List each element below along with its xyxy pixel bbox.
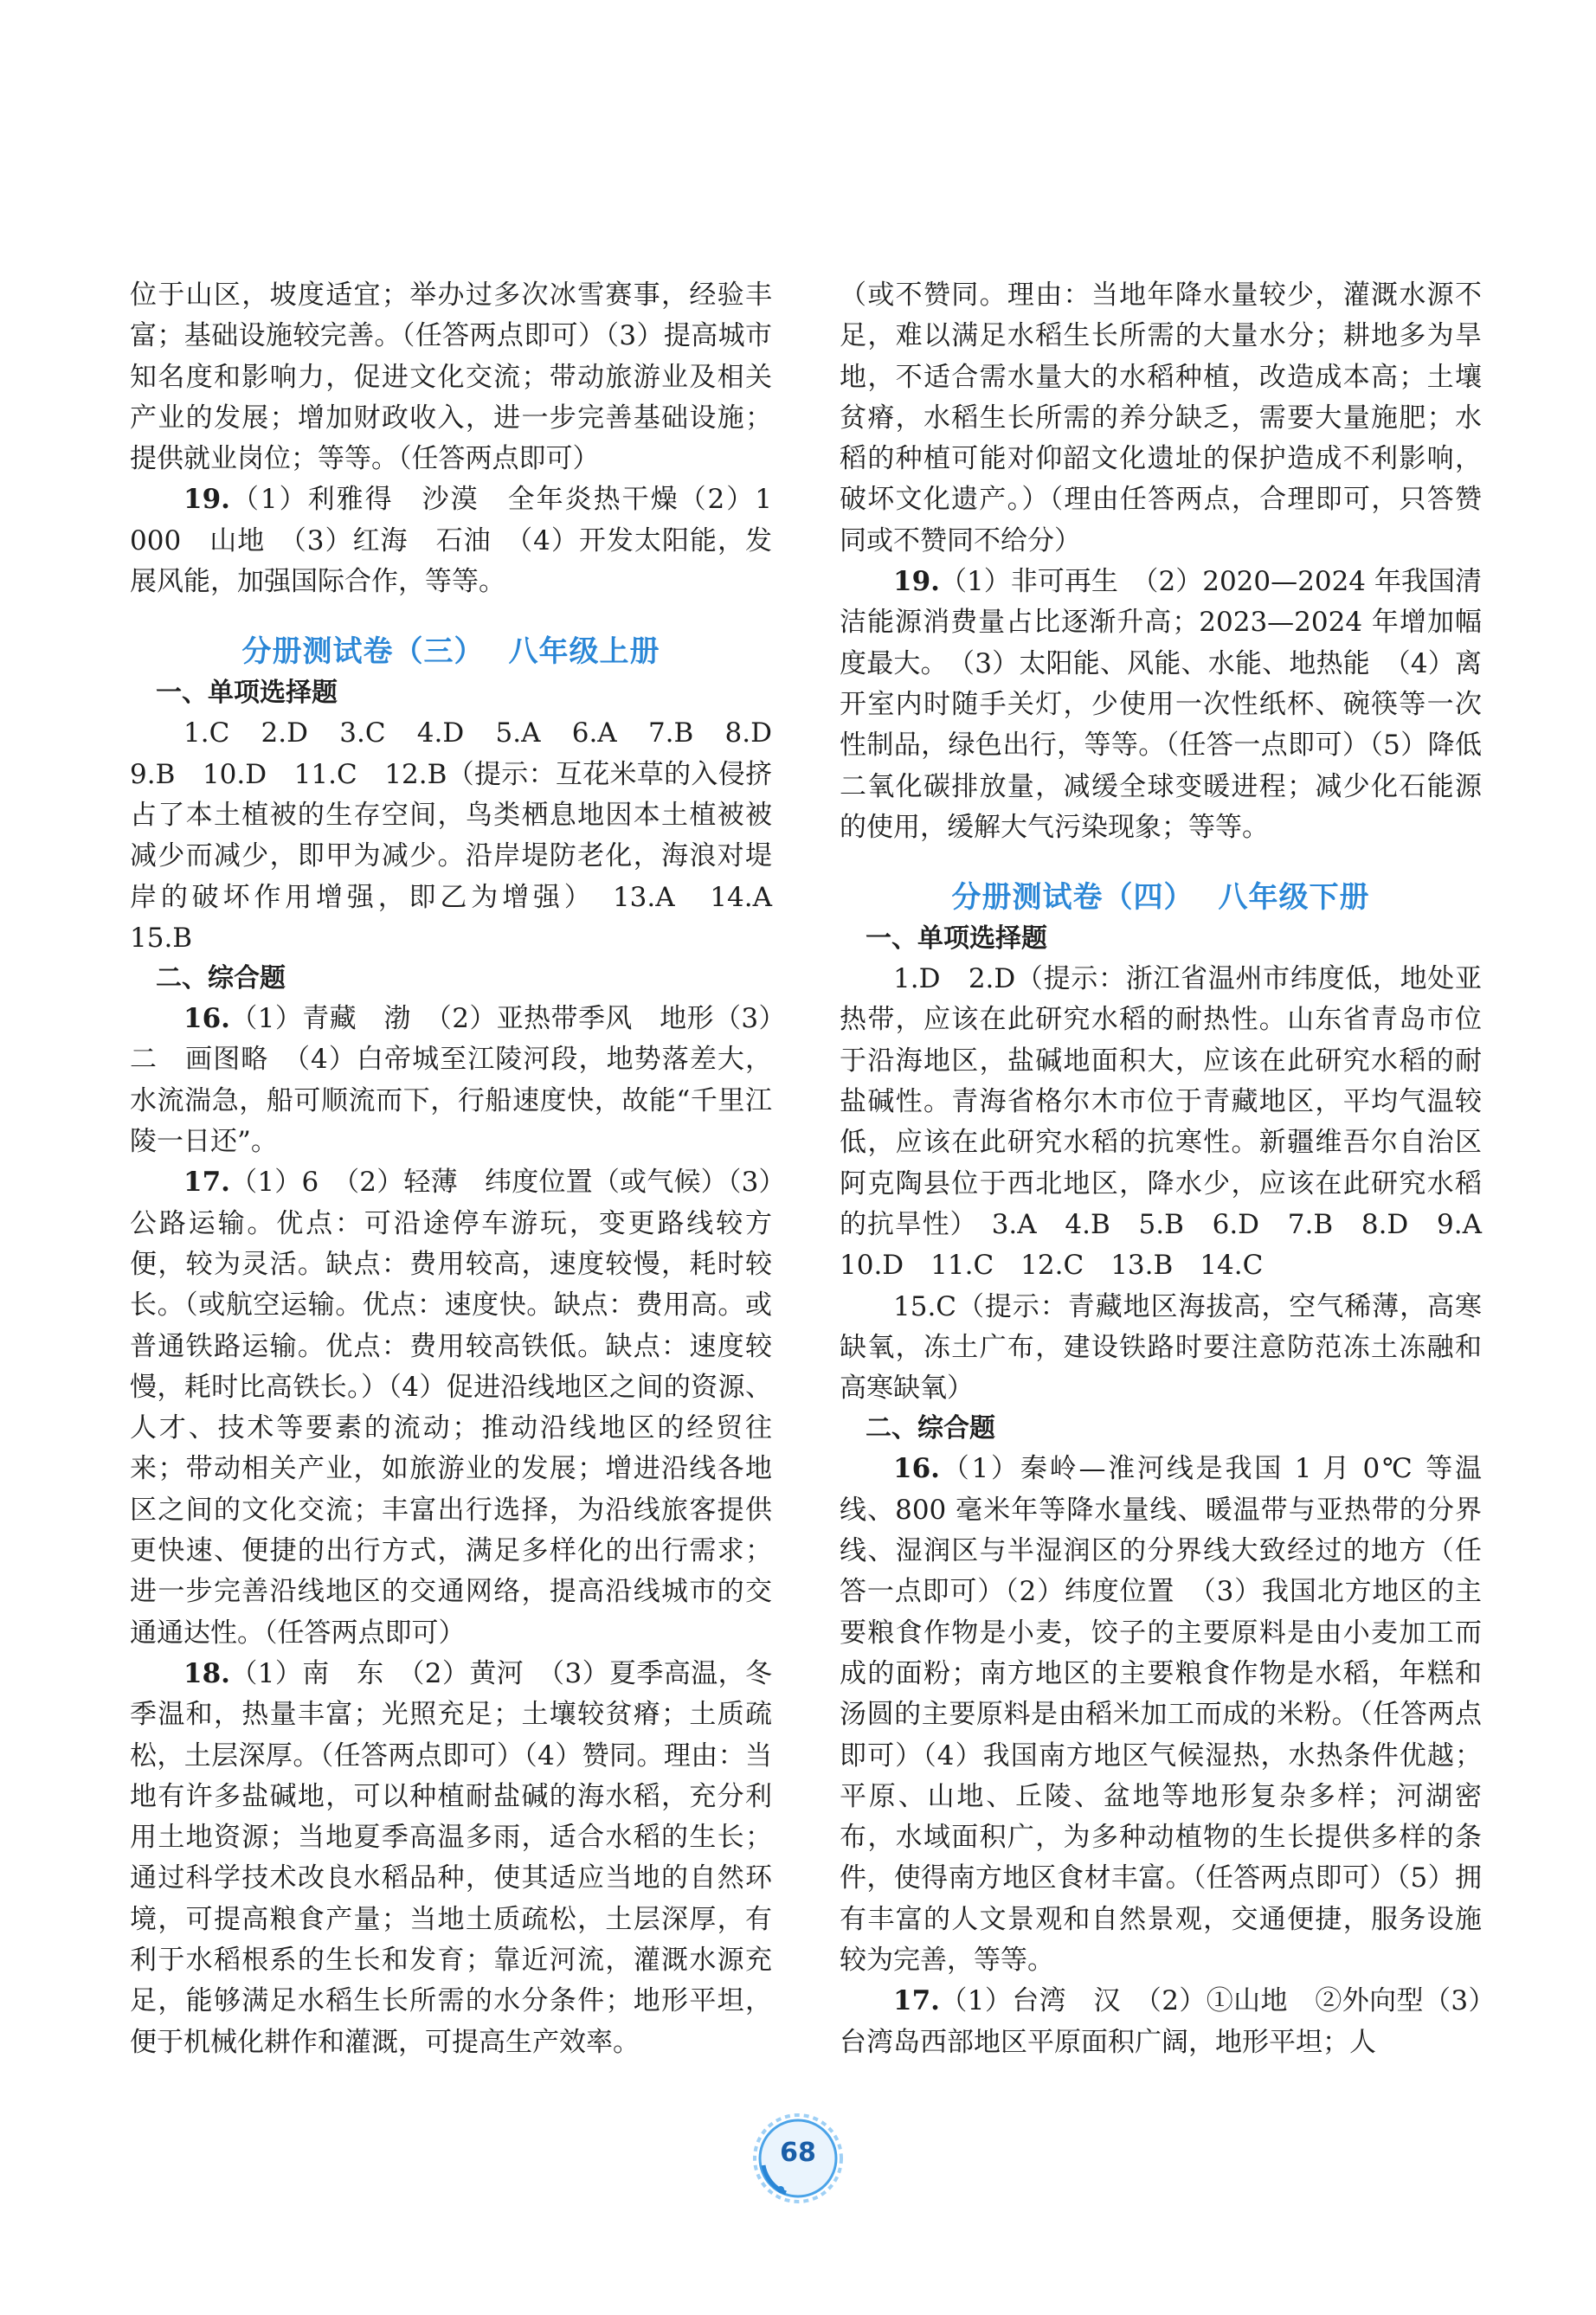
- right-column: [840, 275, 1509, 2063]
- answer-text: （1）青藏 渤 （2）亚热带季风 地形（3）二 画图略 （4）白帝城至江陵河段，地势落差大，水流湍急，船可顺流而下，行船速度快，故能“千里江陵一日还”。: [130, 1003, 772, 1158]
- subsection-heading: 一、单项选择题: [156, 678, 338, 709]
- answer-paragraph: （或不赞同。理由：当地年降水量较少，灌溉水源不足，难以满足水稻生长所需的大量水分；耕地多为旱地，不适合需水量大的水稻种植，改造成本高；土壤贫瘠，水稻生长所需的养分缺乏，需要大量施肥；水稻的种植可能对仰韶文化遗址的保护造成不利影响，破坏文化遗产。）（理由任答两点，合理即可，只答赞同或不赞同不给分）: [840, 280, 1482, 556]
- answer-17: [130, 1162, 772, 1654]
- question-number: 16.: [893, 1453, 940, 1485]
- question-number: 16.: [183, 1003, 230, 1035]
- subsection-heading: 二、综合题: [866, 1413, 995, 1444]
- answer-18: [130, 1654, 772, 2063]
- answer-text: （1）非可再生 （2）2020—2024 年我国清洁能源消费量占比逐渐升高；2023—2024 年增加幅度最大。 （3）太阳能、风能、水能、地热能 （4）离开室内时随手关灯，少使用一次性纸杯、碗筷等一次性制品，绿色出行，等等。（任答一点即可）（5）降低二氧化碳排放量，减缓全球变暖进程；减少化石能源的使用，缓解大气污染现象；等等。: [840, 566, 1482, 843]
- section-title-3: [130, 630, 772, 673]
- section-title-4: [840, 876, 1482, 919]
- section-title-name: 分册测试卷（三）: [241, 634, 485, 670]
- question-number: 17.: [893, 1985, 940, 2017]
- question-number: 18.: [183, 1657, 230, 1689]
- question-number: 17.: [183, 1167, 230, 1199]
- multiple-choice-answers: 1.C 2.D 3.C 4.D 5.A 6.A 7.B 8.D 9.B 10.D 11.C 12.B（提示：互花米草的入侵挤占了本土植被的生存空间，鸟类栖息地因本土植被被减少而减少，即甲为减少。沿岸堤防老化，海浪对堤岸的破坏作用增强，即乙为增强） 13.A 14.A 15.B: [130, 717, 799, 954]
- answer-17: [840, 1981, 1482, 2063]
- answer-paragraph: 位于山区，坡度适宜；举办过多次冰雪赛事，经验丰富；基础设施较完善。（任答两点即可）（3）提高城市知名度和影响力，促进文化交流；带动旅游业及相关产业的发展；增加财政收入，进一步完善基础设施；提供就业岗位；等等。（任答两点即可）: [130, 280, 772, 475]
- answer-19: [130, 479, 772, 602]
- section-title-name: 分册测试卷（四）: [951, 880, 1194, 916]
- answer-16: [840, 1449, 1482, 1981]
- section-title-grade: 八年级上册: [508, 634, 660, 670]
- answer-19: [840, 562, 1482, 848]
- answer-text: （1）台湾 汉 （2）①山地 ②外向型（3）台湾岛西部地区平原面积广阔，地形平坦；人: [840, 1985, 1482, 2058]
- answer-text: （1）秦岭—淮河线是我国 1 月 0℃ 等温线、800 毫米年等降水量线、暖温带与亚热带的分界线、湿润区与半湿润区的分界线大致经过的地方（任答一点即可）（2）纬度位置 （3）我国北方地区的主要粮食作物是小麦，饺子的主要原料是由小麦加工而成的面粉；南方地区的主要粮食作物是水稻，年糕和汤圆的主要原料是由稻米加工而成的米粉。（任答两点即可）（4）我国南方地区气候湿热，水热条件优越；平原、山地、丘陵、盆地等地形复杂多样；河湖密布，水域面积广，为多种动植物的生长提供多样的条件，使得南方地区食材丰富。（任答两点即可）（5）拥有丰富的人文景观和自然景观，交通便捷，服务设施较为完善，等等。: [840, 1453, 1482, 1976]
- answer-text: （1）6 （2）轻薄 纬度位置（或气候）（3）公路运输。优点：可沿途停车游玩，变更路线较方便，较为灵活。缺点：费用较高，速度较慢，耗时较长。（或航空运输。优点：速度快。缺点：费用高。或普通铁路运输。优点：费用较高铁低。缺点：速度较慢，耗时比高铁长。）（4）促进沿线地区之间的资源、人才、技术等要素的流动；推动沿线地区的经贸往来；带动相关产业，如旅游业的发展；增进沿线各地区之间的文化交流；丰富出行选择，为沿线旅客提供更快速、便捷的出行方式，满足多样化的出行需求；进一步完善沿线地区的交通网络，提高沿线城市的交通通达性。（任答两点即可）: [130, 1167, 772, 1649]
- answer-16: [130, 999, 772, 1162]
- multiple-choice-answers: 1.D 2.D（提示：浙江省温州市纬度低，地处亚热带，应该在此研究水稻的耐热性。山东省青岛市位于沿海地区，盐碱地面积大，应该在此研究水稻的耐盐碱性。青海省格尔木市位于青藏地区，平均气温较低，应该在此研究水稻的抗寒性。新疆维吾尔自治区阿克陶县位于西北地区，降水少，应该在此研究水稻的抗旱性） 3.A 4.B 5.B 6.D 7.B 8.D 9.A 10.D 11.C 12.C 13.B 14.C: [840, 963, 1509, 1282]
- subsection-heading: 二、综合题: [156, 963, 286, 994]
- page-number: 68: [780, 2138, 816, 2168]
- answer-text: （1）南 东 （2）黄河 （3）夏季高温，冬季温和，热量丰富；光照充足；土壤较贫瘠；土质疏松，土层深厚。（任答两点即可）（4）赞同。理由：当地有许多盐碱地，可以种植耐盐碱的海水稻，充分利用土地资源；当地夏季高温多雨，适合水稻的生长；通过科学技术改良水稻品种，使其适应当地的自然环境，可提高粮食产量；当地土质疏松，土层深厚，有利于水稻根系的生长和发育；靠近河流，灌溉水源充足，能够满足水稻生长所需的水分条件；地形平坦，便于机械化耕作和灌溉，可提高生产效率。: [130, 1657, 772, 2058]
- left-column: [130, 275, 799, 2063]
- subsection-heading: 一、单项选择题: [866, 923, 1047, 955]
- section-title-grade: 八年级下册: [1218, 880, 1370, 916]
- question-number: 19.: [183, 484, 230, 516]
- answer-text: （1）利雅得 沙漠 全年炎热干燥（2）1 000 山地 （3）红海 石油 （4）开发太阳能，发展风能，加强国际合作，等等。: [130, 484, 772, 598]
- multiple-choice-answers: 15.C（提示：青藏地区海拔高，空气稀薄，高寒缺氧，冻土广布，建设铁路时要注意防范冻土冻融和高寒缺氧）: [840, 1290, 1482, 1405]
- question-number: 19.: [893, 566, 940, 598]
